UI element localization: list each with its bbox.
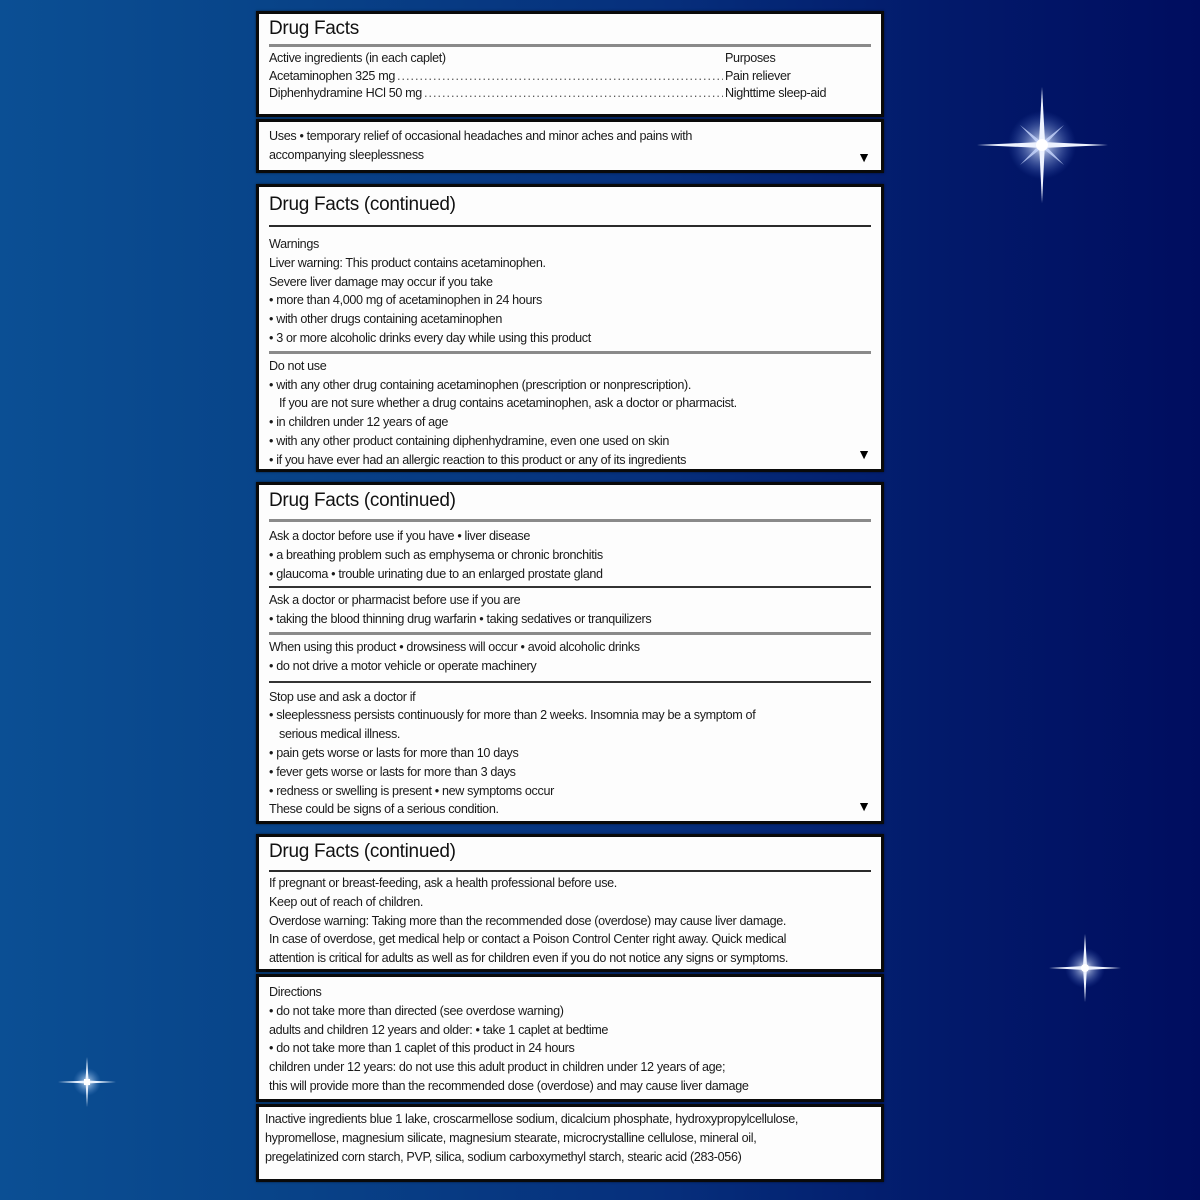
- directions-line: adults and children 12 years and older: • take 1 caplet at bedtime: [269, 1022, 609, 1037]
- divider: [269, 681, 871, 683]
- directions-line: • do not take more than directed (see overdose warning): [269, 1003, 564, 1018]
- ingredient-row: [269, 68, 871, 86]
- panel-title: Drug Facts: [269, 18, 359, 39]
- overdose-line: If pregnant or breast-feeding, ask a health professional before use.: [269, 876, 617, 890]
- active-ingredients-header: Active ingredients (in each caplet): [269, 51, 446, 65]
- leader-dots: [424, 85, 723, 103]
- directions-line: children under 12 years: do not use this adult product in children under 12 years of age;: [269, 1060, 726, 1075]
- divider: [269, 519, 871, 522]
- drug-facts-panel-active-ingredients: [256, 11, 884, 117]
- divider: [269, 632, 871, 635]
- ask-pharmacist-line: Ask a doctor or pharmacist before use if you are: [269, 593, 521, 608]
- do-not-use-line: • in children under 12 years of age: [269, 415, 449, 430]
- panel-title: Drug Facts (continued): [269, 490, 456, 511]
- uses-line: accompanying sleeplessness: [269, 147, 424, 162]
- warning-line: Severe liver damage may occur if you take: [269, 274, 493, 289]
- ingredient-name: Acetaminophen 325 mg: [269, 68, 396, 83]
- drug-facts-panel-warnings: [256, 184, 884, 472]
- overdose-line: Keep out of reach of children.: [269, 894, 424, 909]
- divider: [269, 586, 871, 588]
- directions-line: this will provide more than the recommended dose (overdose) and may cause liver damage: [269, 1078, 749, 1093]
- ask-pharmacist-line: • taking the blood thinning drug warfarin • taking sedatives or tranquilizers: [269, 612, 652, 627]
- divider: [269, 44, 871, 47]
- continue-arrow-icon: ▼: [857, 446, 871, 462]
- when-using-line: When using this product • drowsiness will occur • avoid alcoholic drinks: [269, 639, 640, 654]
- do-not-use-line: • if you have ever had an allergic reaction to this product or any of its ingredients: [269, 452, 687, 467]
- stop-use-line: • fever gets worse or lasts for more than 3 days: [269, 764, 516, 779]
- inactive-ingredients-line: hypromellose, magnesium silicate, magnesium stearate, microcrystalline cellulose, mineral oil,: [265, 1130, 757, 1145]
- ask-doctor-line: • a breathing problem such as emphysema or chronic bronchitis: [269, 547, 603, 562]
- overdose-line: attention is critical for adults as well as for children even if you do not notice any signs or symptoms.: [269, 951, 789, 966]
- do-not-use-heading: Do not use: [269, 358, 327, 373]
- divider: [269, 351, 871, 354]
- warning-line: • more than 4,000 mg of acetaminophen in 24 hours: [269, 293, 542, 308]
- drug-facts-panel-inactive-ingredients: [256, 1104, 884, 1182]
- do-not-use-line: • with any other drug containing acetaminophen (prescription or nonprescription).: [269, 377, 691, 392]
- drug-facts-panel-ask-doctor: [256, 482, 884, 824]
- stop-use-line: These could be signs of a serious condition.: [269, 802, 499, 817]
- warning-line: • 3 or more alcoholic drinks every day while using this product: [269, 330, 591, 345]
- panel-title: Drug Facts (continued): [269, 194, 456, 215]
- do-not-use-line: If you are not sure whether a drug contains acetaminophen, ask a doctor or pharmacist.: [279, 396, 737, 411]
- leader-dots: [397, 68, 723, 86]
- stop-use-line: • pain gets worse or lasts for more than 10 days: [269, 745, 519, 760]
- stop-use-line: serious medical illness.: [279, 727, 401, 742]
- ingredient-purpose: Pain reliever: [725, 68, 791, 83]
- continue-arrow-icon: ▼: [857, 798, 871, 814]
- warnings-heading: Warnings: [269, 237, 319, 251]
- ask-doctor-line: Ask a doctor before use if you have • liver disease: [269, 529, 530, 543]
- sparkle-icon-medium: [1045, 932, 1125, 1004]
- stop-use-heading: Stop use and ask a doctor if: [269, 689, 416, 704]
- divider: [269, 870, 871, 872]
- ingredient-row: [269, 85, 871, 103]
- drug-facts-panel-directions: [256, 974, 884, 1102]
- warning-line: • with other drugs containing acetaminophen: [269, 312, 502, 327]
- overdose-line: In case of overdose, get medical help or contact a Poison Control Center right away. Quick medical: [269, 932, 787, 947]
- uses-line: Uses • temporary relief of occasional headaches and minor aches and pains with: [269, 129, 693, 143]
- warning-line: Liver warning: This product contains acetaminophen.: [269, 255, 546, 270]
- sparkle-icon-large: [975, 85, 1110, 205]
- stop-use-line: • redness or swelling is present • new symptoms occur: [269, 783, 554, 798]
- drug-facts-panel-overdose: [256, 834, 884, 972]
- drug-facts-panel-uses: [256, 119, 884, 173]
- divider: [269, 225, 871, 227]
- inactive-ingredients-line: Inactive ingredients blue 1 lake, croscarmellose sodium, dicalcium phosphate, hydroxypropylcellulose,: [265, 1112, 799, 1126]
- inactive-ingredients-line: pregelatinized corn starch, PVP, silica, sodium carboxymethyl starch, stearic acid (283-056): [265, 1149, 742, 1164]
- purposes-header: Purposes: [725, 51, 776, 65]
- panel-title: Drug Facts (continued): [269, 841, 456, 862]
- ingredient-purpose: Nighttime sleep-aid: [725, 86, 827, 100]
- sparkle-icon-small: [55, 1055, 119, 1111]
- ask-doctor-line: • glaucoma • trouble urinating due to an enlarged prostate gland: [269, 566, 603, 581]
- continue-arrow-icon: ▼: [857, 149, 871, 165]
- directions-line: • do not take more than 1 caplet of this product in 24 hours: [269, 1041, 575, 1056]
- do-not-use-line: • with any other product containing diphenhydramine, even one used on skin: [269, 433, 669, 448]
- directions-heading: Directions: [269, 985, 322, 999]
- ingredient-name: Diphenhydramine HCl 50 mg: [269, 86, 422, 100]
- stop-use-line: • sleeplessness persists continuously for more than 2 weeks. Insomnia may be a symptom of: [269, 708, 756, 723]
- overdose-line: Overdose warning: Taking more than the recommended dose (overdose) may cause liver damage.: [269, 913, 787, 928]
- when-using-line: • do not drive a motor vehicle or operate machinery: [269, 658, 537, 673]
